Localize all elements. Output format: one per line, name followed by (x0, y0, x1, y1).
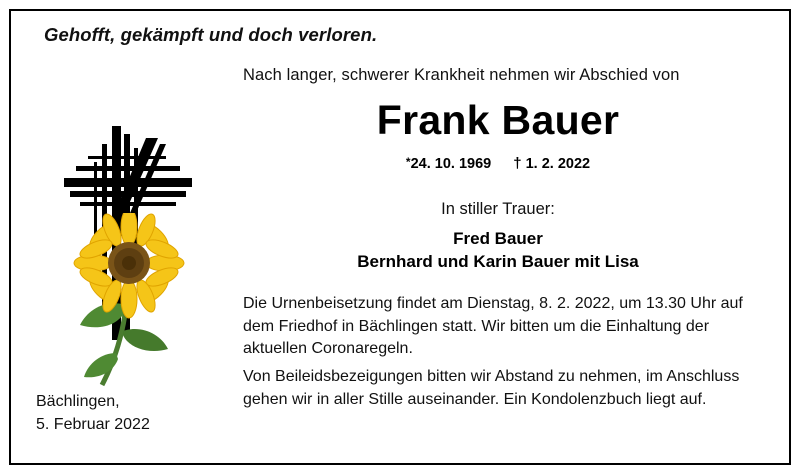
mourner-name: Fred Bauer (453, 229, 543, 248)
mourner-name: Bernhard und Karin Bauer mit Lisa (357, 251, 639, 271)
death-symbol: † (513, 155, 522, 172)
sunflower-icon (66, 213, 196, 388)
mourners-block (243, 200, 753, 274)
motto-text: Gehofft, gekämpft und doch verloren. (44, 24, 378, 45)
intro-text: Nach langer, schwerer Krankheit nehmen wir Abschied von (243, 66, 680, 84)
decorative-graphic (36, 118, 216, 388)
place-and-date (36, 390, 150, 436)
mourning-title: In stiller Trauer: (441, 200, 555, 218)
condolence-paragraph: Von Beileidsbezeigungen bitten wir Abstand zu nehmen, im Anschluss gehen wir in aller Stille auseinander. Ein Kondolenzbuch liegt auf. (243, 368, 740, 408)
place-text: Bächlingen, (36, 393, 120, 410)
death-date: 1. 2. 2022 (525, 156, 591, 172)
birth-symbol: * (405, 155, 411, 169)
life-dates (243, 155, 753, 172)
funeral-details-paragraph: Die Urnenbeisetzung findet am Dienstag, 8. 2. 2022, um 13.30 Uhr auf dem Friedhof in Bächlingen statt. Wir bitten um die Einhaltung der aktuellen Coronaregeln. (243, 295, 743, 358)
deceased-name: Frank Bauer (376, 97, 620, 143)
birth-date: 24. 10. 1969 (410, 156, 492, 172)
notice-date: 5. Februar 2022 (36, 416, 150, 434)
